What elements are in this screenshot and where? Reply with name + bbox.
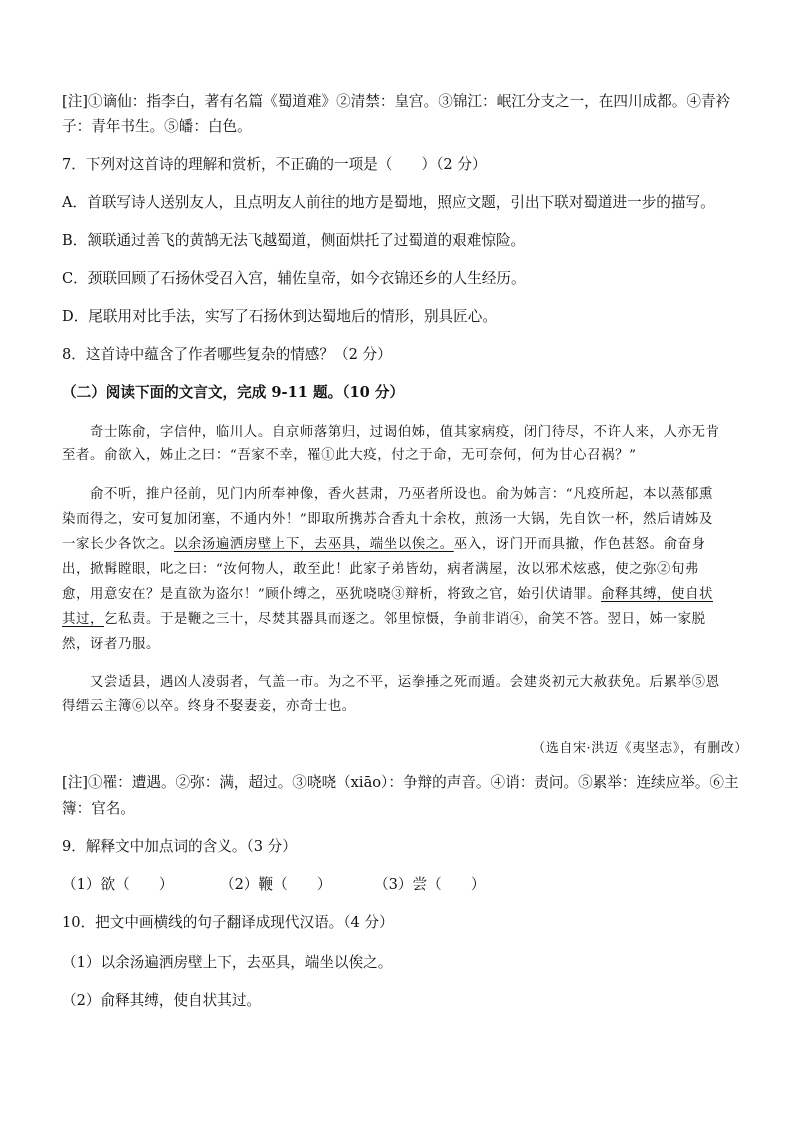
passage-p3-line2: 得缙云主簿⑥以卒。终身不娶妻妾，亦奇士也。 [62, 699, 356, 714]
passage-p2-line6 [62, 610, 706, 630]
q9-item1: （1）欲（ ） [62, 876, 174, 893]
passage-p2-line3 [62, 535, 706, 555]
q9-stem: 9．解释文中加点词的含义。（3 分） [62, 838, 297, 855]
passage-p1-line2: 至者。俞欲入，姊止之曰：“吾家不幸，罹①此大疫，付之于命，无可奈何，何为甘心召祸？” [62, 448, 637, 463]
passage-text: 一家长少各饮之。 [62, 537, 174, 552]
q10-stem: 10．把文中画横线的句子翻译成现代汉语。（4 分） [62, 914, 394, 931]
q7-stem: 7．下列对这首诗的理解和赏析，不正确的一项是（ ）（2 分） [62, 156, 487, 173]
passage-text: 乞私责。于是鞭之三十，尽焚其器具而逐之。邻里惊慑，争前非诮④，俞笑不答。翌日，姊一家脱 [103, 612, 706, 627]
underlined-sentence-2b: 其过， [62, 612, 104, 627]
note1-line1: [注]①谪仙：指李白，著有名篇《蜀道难》②清禁：皇宫。③锦江：岷江分支之一，在四川成都。④青衿 [62, 93, 731, 110]
q10-item2: （2）俞释其缚，使自状其过。 [62, 992, 262, 1009]
passage-text: 愈，用意安在？是直欲为盗尔！”顾仆缚之，巫犹哓哓③辩析，将致之官，始引伏请罪。 [62, 587, 602, 602]
q7-option-a: A．首联写诗人送别友人，且点明友人前往的地方是蜀地，照应文题，引出下联对蜀道进一步的描写。 [62, 194, 715, 211]
note2-line1: [注]①罹：遭遇。②弥：满，超过。③哓哓（xiāo）：争辩的声音。④诮：责问。⑤累举：连续应举。⑥主 [62, 774, 739, 791]
q7-option-d: D．尾联用对比手法，实写了石扬休到达蜀地后的情形，别具匠心。 [62, 308, 497, 325]
q9-item2: （2）鞭（ ） [220, 876, 332, 893]
passage-p1-line1: 奇士陈俞，字信仲，临川人。自京师落第归，过谒伯姊，值其家病疫，闭门待尽，不许人来，人亦无肯 [90, 425, 720, 440]
underlined-sentence-2a: 俞释其缚，使自状 [601, 587, 714, 602]
passage-p2-line4: 出，掀髯瞠眼，叱之曰：“汝何物人，敢至此！此家子弟皆幼，病者满屋，汝以邪术炫惑，使之弥②旬弗 [62, 562, 700, 577]
passage-p2-line5 [62, 585, 713, 605]
passage-p2-line2: 染而得之，安可复加闭塞，不通内外！”即取所携苏合香丸十余枚，煎汤一大锅，先自饮一杯，然后请姊及 [62, 512, 714, 527]
underlined-sentence-1: 以余汤遍洒房壁上下，去巫具，端坐以俟之。 [173, 537, 454, 552]
q8-stem: 8．这首诗中蕴含了作者哪些复杂的情感？（2 分） [62, 346, 392, 363]
q7-option-c: C．颈联回顾了石扬休受召入宫，辅佐皇帝，如今衣锦还乡的人生经历。 [62, 270, 526, 287]
passage-p3-line1: 又尝适县，遇凶人凌弱者，气盖一市。为之不平，运拳捶之死而遁。会建炎初元大赦获免。后累举⑤恩 [90, 675, 720, 690]
note2-line2: 簿：官名。 [62, 800, 135, 817]
passage-text: 巫入，讶门开而具撤，作色甚怒。俞奋身 [453, 537, 706, 552]
q7-option-b: B．颔联通过善飞的黄鹄无法飞越蜀道，侧面烘托了过蜀道的艰难惊险。 [62, 232, 526, 249]
passage-p2-line7: 然，讶者乃服。 [62, 637, 160, 652]
q10-item1: （1）以余汤遍洒房壁上下，去巫具，端坐以俟之。 [62, 954, 393, 971]
passage-source: （选自宋·洪迈《夷坚志》，有删改） [532, 741, 748, 756]
q9-item3: （3）尝（ ） [374, 876, 486, 893]
section2-heading: （二）阅读下面的文言文，完成 9-11 题。（10 分） [62, 384, 405, 401]
note1-line2: 子：青年书生。⑤皤：白色。 [62, 118, 252, 135]
passage-p2-line1: 俞不听，推户径前，见门内所奉神像，香火甚肃，乃巫者所设也。俞为姊言：“凡疫所起，本以蒸郁熏 [90, 487, 714, 502]
